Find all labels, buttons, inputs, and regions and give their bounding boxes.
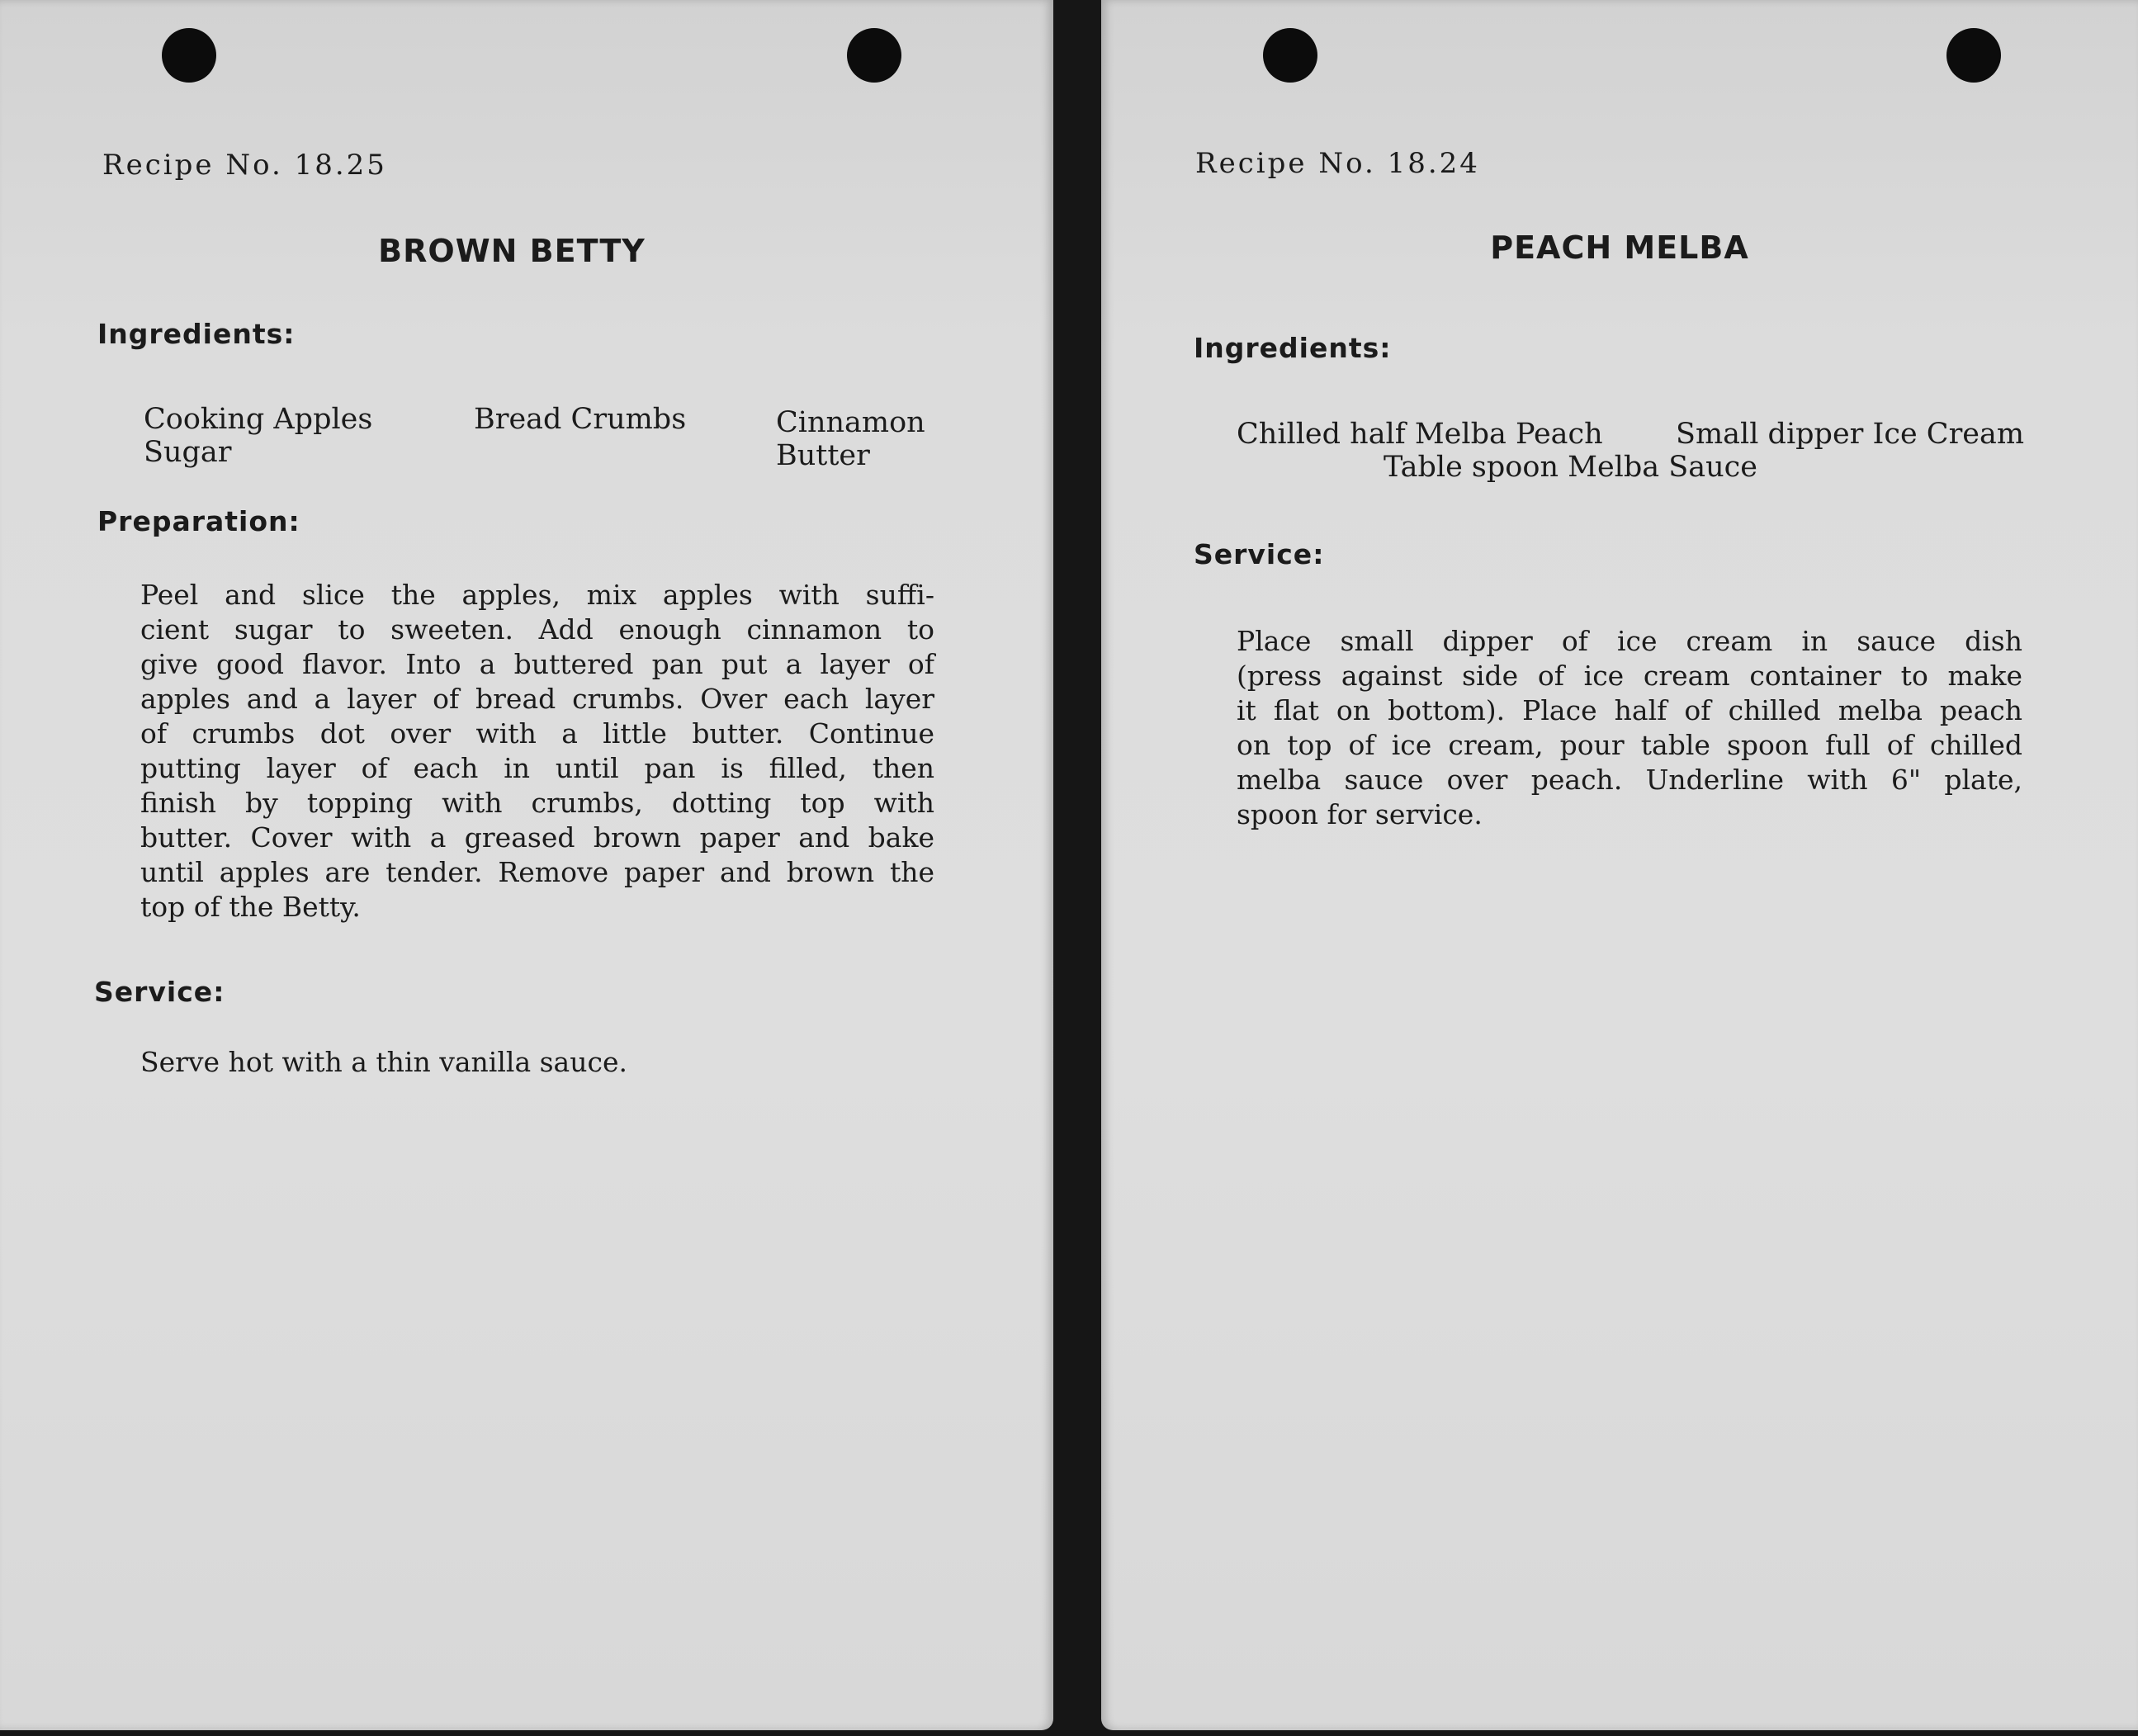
ingredient-item: Bread Crumbs — [474, 403, 687, 436]
preparation-text — [140, 578, 934, 925]
service-line: spoon for service. — [1237, 798, 1483, 830]
service-line: Serve hot with a thin vanilla sauce. — [140, 1046, 627, 1078]
ingredient-item: Sugar — [144, 436, 232, 469]
service-line: it flat on bottom). Place half of chilled melba peach — [1237, 694, 2022, 726]
ingredient-item: Small dipper Ice Cream — [1676, 418, 2025, 451]
preparation-line: butter. Cover with a greased brown paper and bake — [140, 821, 934, 854]
ingredients-heading: Ingredients: — [97, 318, 296, 350]
recipe-card-brown-betty — [0, 0, 1053, 1730]
service-line: Place small dipper of ice cream in sauce dish — [1237, 625, 2022, 657]
preparation-line: cient sugar to sweeten. Add enough cinnamon to — [140, 613, 934, 646]
recipe-title: PEACH MELBA — [1490, 229, 1749, 266]
recipe-number: Recipe No. 18.24 — [1195, 147, 1480, 180]
punch-hole-right — [1946, 28, 2001, 83]
ingredient-item: Cooking Apples — [144, 403, 373, 436]
ingredient-item: Butter — [776, 439, 870, 472]
recipe-number: Recipe No. 18.25 — [102, 149, 387, 182]
preparation-line: finish by topping with crumbs, dotting top with — [140, 787, 934, 819]
preparation-line: until apples are tender. Remove paper and brown the — [140, 856, 934, 888]
service-heading: Service: — [94, 976, 225, 1008]
recipe-card-peach-melba — [1101, 0, 2138, 1730]
preparation-line: putting layer of each in until pan is filled, then — [140, 752, 934, 784]
service-line: on top of ice cream, pour table spoon full of chilled — [1237, 729, 2022, 761]
service-text — [1237, 624, 2022, 832]
preparation-line: top of the Betty. — [140, 891, 361, 923]
preparation-line: give good flavor. Into a buttered pan put a layer of — [140, 648, 934, 680]
service-text — [140, 1045, 934, 1080]
preparation-heading: Preparation: — [97, 505, 300, 537]
preparation-line: apples and a layer of bread crumbs. Over each layer — [140, 683, 934, 715]
service-line: melba sauce over peach. Underline with 6" plate, — [1237, 764, 2022, 796]
service-heading: Service: — [1194, 538, 1325, 570]
ingredient-item: Cinnamon — [776, 406, 925, 439]
recipe-title: BROWN BETTY — [378, 233, 646, 269]
service-line: (press against side of ice cream container to make — [1237, 660, 2022, 692]
ingredients-heading: Ingredients: — [1194, 332, 1392, 364]
ingredient-item: Chilled half Melba Peach — [1237, 418, 1603, 451]
preparation-line: Peel and slice the apples, mix apples with suffi- — [140, 579, 934, 611]
punch-hole-left — [1263, 28, 1317, 83]
punch-hole-right — [847, 28, 901, 83]
ingredient-item: Table spoon Melba Sauce — [1384, 451, 1757, 484]
punch-hole-left — [162, 28, 216, 83]
preparation-line: of crumbs dot over with a little butter. Continue — [140, 717, 934, 750]
